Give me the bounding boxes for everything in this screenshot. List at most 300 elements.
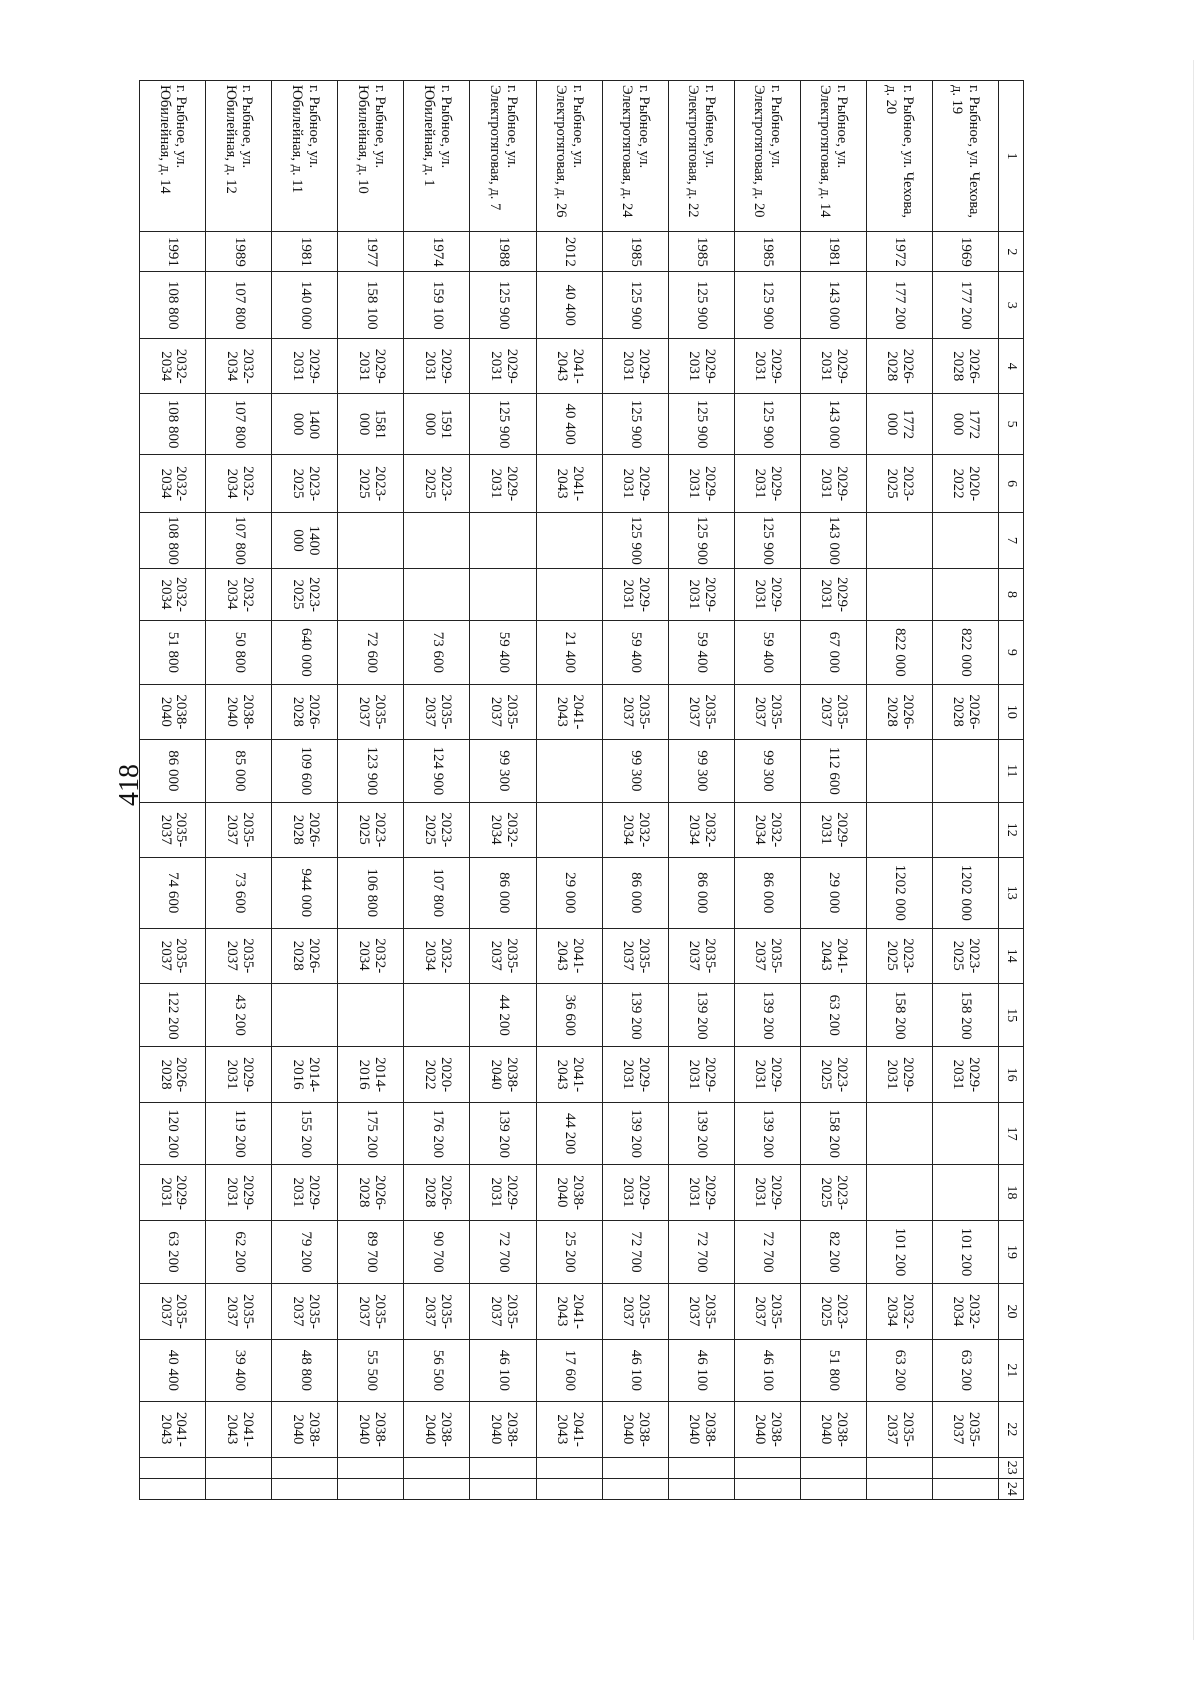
document-table-rotated <box>139 80 1024 1500</box>
table-cell: 2032-2034 <box>140 339 206 394</box>
table-cell: 2035-2037 <box>734 928 800 983</box>
column-number: 22 <box>999 1402 1024 1457</box>
table-cell <box>932 1478 998 1499</box>
table-cell: 2035-2037 <box>140 802 206 857</box>
table-cell: 2029-2031 <box>338 339 404 394</box>
table-cell <box>470 513 536 568</box>
table-cell <box>404 983 470 1046</box>
table-cell: 36 600 <box>536 983 602 1046</box>
table-cell: 2029-2031 <box>734 568 800 620</box>
table-cell: 2029-2031 <box>140 1165 206 1220</box>
table-cell <box>140 1457 206 1478</box>
table-cell: 2041-2043 <box>536 684 602 739</box>
table-cell: 62 200 <box>206 1220 272 1283</box>
table-cell: 1972 <box>866 232 932 272</box>
table-cell: 112 600 <box>800 740 866 802</box>
table-cell: 176 200 <box>404 1102 470 1164</box>
table-cell: 1202 000 <box>866 857 932 928</box>
table-cell: 51 800 <box>800 1339 866 1401</box>
address-cell: г. Рыбное, ул. Чехова, д. 19 <box>932 81 998 232</box>
table-cell: 59 400 <box>734 621 800 684</box>
table-cell: 46 100 <box>734 1339 800 1401</box>
table-cell: 2029-2031 <box>272 339 338 394</box>
column-number: 11 <box>999 740 1024 802</box>
table-cell: 2026-2028 <box>404 1165 470 1220</box>
table-cell: 2035-2037 <box>470 684 536 739</box>
table-cell <box>800 1478 866 1499</box>
table-cell <box>866 1457 932 1478</box>
table-cell: 125 900 <box>734 513 800 568</box>
table-cell: 124 900 <box>404 740 470 802</box>
table-cell <box>734 1478 800 1499</box>
table-cell: 2020-2022 <box>404 1047 470 1102</box>
table-cell: 2023-2025 <box>338 802 404 857</box>
table-cell: 1400 000 <box>272 513 338 568</box>
table-cell: 63 200 <box>800 983 866 1046</box>
table-cell <box>338 1478 404 1499</box>
table-cell: 2035-2037 <box>206 928 272 983</box>
table-cell: 101 200 <box>866 1220 932 1283</box>
table-cell <box>668 1478 734 1499</box>
table-cell: 2029-2031 <box>800 454 866 512</box>
table-cell <box>668 1457 734 1478</box>
table-cell <box>470 1457 536 1478</box>
table-cell: 2035-2037 <box>668 928 734 983</box>
table-cell: 2035-2037 <box>470 928 536 983</box>
table-cell: 2035-2037 <box>734 684 800 739</box>
page-number: 418 <box>114 764 145 806</box>
table-cell: 2014-2016 <box>272 1047 338 1102</box>
table-cell <box>800 1457 866 1478</box>
table-cell: 99 300 <box>668 740 734 802</box>
table-cell: 1985 <box>668 232 734 272</box>
table-cell: 46 100 <box>470 1339 536 1401</box>
table-cell: 63 200 <box>866 1339 932 1401</box>
table-cell: 125 900 <box>734 394 800 454</box>
table-cell: 86 000 <box>602 857 668 928</box>
column-number: 3 <box>999 272 1024 339</box>
table-cell: 2023-2025 <box>272 454 338 512</box>
table-cell: 2026-2028 <box>338 1165 404 1220</box>
table-cell: 2012 <box>536 232 602 272</box>
address-cell: г. Рыбное, ул. Юбилейная, д. 14 <box>140 81 206 232</box>
table-row <box>602 81 668 1500</box>
table-cell: 822 000 <box>932 621 998 684</box>
table-cell: 159 100 <box>404 272 470 339</box>
table-cell <box>206 1478 272 1499</box>
table-cell <box>734 1457 800 1478</box>
table-cell: 2029-2031 <box>206 1165 272 1220</box>
table-cell: 2032-2034 <box>602 802 668 857</box>
table-cell: 21 400 <box>536 621 602 684</box>
table-cell: 51 800 <box>140 621 206 684</box>
table-row <box>404 81 470 1500</box>
table-cell: 2029-2031 <box>734 1047 800 1102</box>
table-row <box>932 81 998 1500</box>
table-cell: 2041-2043 <box>536 454 602 512</box>
column-number: 15 <box>999 983 1024 1046</box>
table-cell: 2035-2037 <box>734 1284 800 1339</box>
column-number: 19 <box>999 1220 1024 1283</box>
table-cell: 1772 000 <box>932 394 998 454</box>
table-cell <box>932 740 998 802</box>
table-cell: 2026-2028 <box>866 684 932 739</box>
table-cell: 2038-2040 <box>734 1402 800 1457</box>
table-cell: 2035-2037 <box>338 1284 404 1339</box>
table-cell: 2029-2031 <box>800 568 866 620</box>
table-cell <box>932 802 998 857</box>
column-number: 9 <box>999 621 1024 684</box>
table-cell: 107 800 <box>206 272 272 339</box>
table-cell <box>932 1102 998 1164</box>
table-cell: 79 200 <box>272 1220 338 1283</box>
table-cell: 2014-2016 <box>338 1047 404 1102</box>
table-cell: 2041-2043 <box>536 1047 602 1102</box>
table-cell: 2038-2040 <box>800 1402 866 1457</box>
table-cell: 2026-2028 <box>272 928 338 983</box>
table-cell: 108 800 <box>140 394 206 454</box>
table-cell: 2038-2040 <box>536 1165 602 1220</box>
table-cell: 2038-2040 <box>206 684 272 739</box>
table-cell: 56 500 <box>404 1339 470 1401</box>
table-cell: 155 200 <box>272 1102 338 1164</box>
table-cell: 2038-2040 <box>668 1402 734 1457</box>
table-cell <box>536 568 602 620</box>
table-cell: 2035-2037 <box>206 1284 272 1339</box>
table-cell: 2029-2031 <box>272 1165 338 1220</box>
table-cell: 1974 <box>404 232 470 272</box>
table-cell: 72 700 <box>734 1220 800 1283</box>
table-cell: 2029-2031 <box>866 1047 932 1102</box>
table-cell <box>866 1478 932 1499</box>
table-cell: 86 000 <box>470 857 536 928</box>
table-cell: 2029-2031 <box>800 802 866 857</box>
table-cell: 125 900 <box>668 272 734 339</box>
table-cell: 86 000 <box>734 857 800 928</box>
column-number: 13 <box>999 857 1024 928</box>
table-cell: 125 900 <box>602 272 668 339</box>
table-cell: 158 200 <box>866 983 932 1046</box>
table-cell <box>404 568 470 620</box>
table-cell: 2041-2043 <box>536 928 602 983</box>
address-cell: г. Рыбное, ул. Юбилейная, д. 10 <box>338 81 404 232</box>
table-cell: 107 800 <box>206 513 272 568</box>
table-cell: 2029-2031 <box>602 454 668 512</box>
table-cell: 2032-2034 <box>140 454 206 512</box>
table-cell: 1591 000 <box>404 394 470 454</box>
address-cell: г. Рыбное, ул. Электротяговая, д. 14 <box>800 81 866 232</box>
table-cell: 1985 <box>602 232 668 272</box>
table-cell: 2032-2034 <box>206 454 272 512</box>
table-cell: 2029-2031 <box>668 1047 734 1102</box>
table-cell: 86 000 <box>668 857 734 928</box>
column-number: 7 <box>999 513 1024 568</box>
table-cell: 158 200 <box>800 1102 866 1164</box>
table-cell: 158 200 <box>932 983 998 1046</box>
table-cell <box>470 1478 536 1499</box>
table-cell: 2026-2028 <box>272 684 338 739</box>
table-cell <box>206 1457 272 1478</box>
table-cell: 1400 000 <box>272 394 338 454</box>
table-cell: 29 000 <box>536 857 602 928</box>
table-cell <box>866 802 932 857</box>
table-cell: 1985 <box>734 232 800 272</box>
table-cell <box>404 1478 470 1499</box>
table-cell: 1772 000 <box>866 394 932 454</box>
table-cell: 120 200 <box>140 1102 206 1164</box>
table-row <box>800 81 866 1500</box>
table-cell: 640 000 <box>272 621 338 684</box>
column-number: 2 <box>999 232 1024 272</box>
table-cell <box>932 1165 998 1220</box>
table-cell <box>866 513 932 568</box>
table-cell: 122 200 <box>140 983 206 1046</box>
table-cell: 1988 <box>470 232 536 272</box>
column-number: 20 <box>999 1284 1024 1339</box>
table-cell: 125 900 <box>668 394 734 454</box>
table-cell: 2029-2031 <box>470 1165 536 1220</box>
table-cell: 67 000 <box>800 621 866 684</box>
table-row <box>536 81 602 1500</box>
table-cell: 2035-2037 <box>140 928 206 983</box>
table-cell: 2035-2037 <box>602 684 668 739</box>
table-cell: 2035-2037 <box>800 684 866 739</box>
table-cell: 2023-2025 <box>800 1047 866 1102</box>
address-cell: г. Рыбное, ул. Электротяговая, д. 26 <box>536 81 602 232</box>
table-cell: 109 600 <box>272 740 338 802</box>
address-cell: г. Рыбное, ул. Юбилейная, д. 12 <box>206 81 272 232</box>
table-cell: 1969 <box>932 232 998 272</box>
table-cell: 139 200 <box>734 983 800 1046</box>
column-number: 23 <box>999 1457 1024 1478</box>
table-cell: 2041-2043 <box>140 1402 206 1457</box>
table-cell <box>272 1478 338 1499</box>
table-cell <box>866 1165 932 1220</box>
table-cell <box>536 513 602 568</box>
table-cell: 2032-2034 <box>404 928 470 983</box>
table-cell <box>866 1102 932 1164</box>
address-cell: г. Рыбное, ул. Чехова, д. 20 <box>866 81 932 232</box>
table-cell: 46 100 <box>602 1339 668 1401</box>
column-number: 5 <box>999 394 1024 454</box>
table-cell: 2032-2034 <box>668 802 734 857</box>
table-cell: 1581 000 <box>338 394 404 454</box>
table-cell <box>536 1478 602 1499</box>
table-cell: 2032-2034 <box>932 1284 998 1339</box>
table-cell: 2035-2037 <box>668 1284 734 1339</box>
column-number: 17 <box>999 1102 1024 1164</box>
table-cell: 29 000 <box>800 857 866 928</box>
table-cell: 2029-2031 <box>602 1047 668 1102</box>
table-cell: 177 200 <box>932 272 998 339</box>
table-cell: 48 800 <box>272 1339 338 1401</box>
table-cell: 2023-2025 <box>404 454 470 512</box>
table-row <box>734 81 800 1500</box>
table-row <box>866 81 932 1500</box>
table-cell: 125 900 <box>602 394 668 454</box>
table-cell <box>536 740 602 802</box>
table-cell <box>404 1457 470 1478</box>
table-cell: 2029-2031 <box>800 339 866 394</box>
column-number: 10 <box>999 684 1024 739</box>
table-cell: 2035-2037 <box>404 684 470 739</box>
table-cell: 40 400 <box>140 1339 206 1401</box>
scan-edge-line <box>1193 60 1194 1640</box>
table-cell: 86 000 <box>140 740 206 802</box>
table-cell: 2029-2031 <box>470 454 536 512</box>
table-cell: 90 700 <box>404 1220 470 1283</box>
table-cell: 2029-2031 <box>668 339 734 394</box>
table-cell: 2035-2037 <box>668 684 734 739</box>
table-cell: 2041-2043 <box>800 928 866 983</box>
table-cell: 2023-2025 <box>866 928 932 983</box>
table-cell: 139 200 <box>668 983 734 1046</box>
table-cell: 822 000 <box>866 621 932 684</box>
table-cell: 2023-2025 <box>272 568 338 620</box>
table-cell: 139 200 <box>734 1102 800 1164</box>
table-cell: 72 700 <box>470 1220 536 1283</box>
table-cell: 2029-2031 <box>206 1047 272 1102</box>
table-cell: 43 200 <box>206 983 272 1046</box>
table-cell: 108 800 <box>140 272 206 339</box>
table-cell: 55 500 <box>338 1339 404 1401</box>
table-cell: 89 700 <box>338 1220 404 1283</box>
table-cell: 72 700 <box>668 1220 734 1283</box>
table-cell: 2032-2034 <box>206 339 272 394</box>
column-number: 18 <box>999 1165 1024 1220</box>
table-cell: 2026-2028 <box>932 339 998 394</box>
table-cell: 2029-2031 <box>734 1165 800 1220</box>
column-number: 24 <box>999 1478 1024 1499</box>
table-cell: 63 200 <box>932 1339 998 1401</box>
table-cell: 125 900 <box>734 272 800 339</box>
table-cell: 108 800 <box>140 513 206 568</box>
table-cell: 2035-2037 <box>338 684 404 739</box>
table-row <box>668 81 734 1500</box>
table-cell: 40 400 <box>536 394 602 454</box>
table-cell: 2035-2037 <box>404 1284 470 1339</box>
table-cell: 2032-2034 <box>866 1284 932 1339</box>
table-cell <box>536 1457 602 1478</box>
table-cell: 25 200 <box>536 1220 602 1283</box>
table-cell: 99 300 <box>602 740 668 802</box>
address-cell: г. Рыбное, ул. Юбилейная, д. 1 <box>404 81 470 232</box>
table-cell <box>602 1478 668 1499</box>
table-cell: 2020-2022 <box>932 454 998 512</box>
table-cell: 2023-2025 <box>932 928 998 983</box>
table-cell: 1977 <box>338 232 404 272</box>
column-number: 14 <box>999 928 1024 983</box>
table-cell: 139 200 <box>470 1102 536 1164</box>
table-cell: 2041-2043 <box>536 339 602 394</box>
address-cell: г. Рыбное, ул. Электротяговая, д. 24 <box>602 81 668 232</box>
table-cell: 2032-2034 <box>140 568 206 620</box>
table-cell: 2026-2028 <box>140 1047 206 1102</box>
table-cell: 2038-2040 <box>338 1402 404 1457</box>
table-cell: 2032-2034 <box>338 928 404 983</box>
table-cell: 2041-2043 <box>206 1402 272 1457</box>
table-cell: 2041-2043 <box>536 1284 602 1339</box>
table-cell: 2041-2043 <box>536 1402 602 1457</box>
table-cell: 2035-2037 <box>140 1284 206 1339</box>
table-cell: 2035-2037 <box>272 1284 338 1339</box>
table-cell: 2035-2037 <box>602 928 668 983</box>
table-cell: 106 800 <box>338 857 404 928</box>
table-cell: 123 900 <box>338 740 404 802</box>
table-cell: 2029-2031 <box>932 1047 998 1102</box>
address-cell: г. Рыбное, ул. Электротяговая, д. 22 <box>668 81 734 232</box>
table-cell <box>272 983 338 1046</box>
table-cell: 119 200 <box>206 1102 272 1164</box>
table-cell: 2029-2031 <box>602 1165 668 1220</box>
table-cell: 2029-2031 <box>404 339 470 394</box>
table-cell <box>404 513 470 568</box>
address-cell: г. Рыбное, ул. Электротяговая, д. 7 <box>470 81 536 232</box>
table-cell: 2023-2025 <box>404 802 470 857</box>
table-cell: 59 400 <box>470 621 536 684</box>
table-row <box>470 81 536 1500</box>
table-cell: 1989 <box>206 232 272 272</box>
table-cell: 139 200 <box>602 1102 668 1164</box>
table-cell: 2035-2037 <box>602 1284 668 1339</box>
table-cell: 2026-2028 <box>932 684 998 739</box>
table-cell: 1981 <box>272 232 338 272</box>
table-cell: 125 900 <box>470 272 536 339</box>
table-cell: 73 600 <box>206 857 272 928</box>
table-cell: 2032-2034 <box>206 568 272 620</box>
table-cell: 46 100 <box>668 1339 734 1401</box>
table-cell: 2029-2031 <box>668 1165 734 1220</box>
table-cell: 2035-2037 <box>470 1284 536 1339</box>
table-cell <box>272 1457 338 1478</box>
table-cell: 2029-2031 <box>668 568 734 620</box>
table-cell: 139 200 <box>602 983 668 1046</box>
table-cell: 40 400 <box>536 272 602 339</box>
table-cell: 125 900 <box>602 513 668 568</box>
table-cell: 59 400 <box>668 621 734 684</box>
table-cell: 2023-2025 <box>866 454 932 512</box>
table-cell <box>338 513 404 568</box>
table-cell: 50 800 <box>206 621 272 684</box>
table-cell <box>866 568 932 620</box>
table-row <box>206 81 272 1500</box>
table-cell <box>932 513 998 568</box>
table-cell: 1991 <box>140 232 206 272</box>
table-cell: 2038-2040 <box>272 1402 338 1457</box>
header-row <box>999 81 1024 1500</box>
table-cell: 143 000 <box>800 394 866 454</box>
table-cell: 2026-2028 <box>866 339 932 394</box>
address-cell: г. Рыбное, ул. Электротяговая, д. 20 <box>734 81 800 232</box>
table-cell: 2032-2034 <box>470 802 536 857</box>
column-number: 12 <box>999 802 1024 857</box>
table-cell: 1981 <box>800 232 866 272</box>
table-cell: 2029-2031 <box>602 568 668 620</box>
table-row <box>338 81 404 1500</box>
table-cell: 107 800 <box>404 857 470 928</box>
column-number: 1 <box>999 81 1024 232</box>
table-cell: 158 100 <box>338 272 404 339</box>
table-cell: 139 200 <box>668 1102 734 1164</box>
column-number: 16 <box>999 1047 1024 1102</box>
table-row <box>140 81 206 1500</box>
table-cell: 2038-2040 <box>404 1402 470 1457</box>
table-cell <box>932 1457 998 1478</box>
table-cell: 2029-2031 <box>602 339 668 394</box>
table-cell: 99 300 <box>470 740 536 802</box>
table-cell: 1202 000 <box>932 857 998 928</box>
table-cell <box>338 1457 404 1478</box>
